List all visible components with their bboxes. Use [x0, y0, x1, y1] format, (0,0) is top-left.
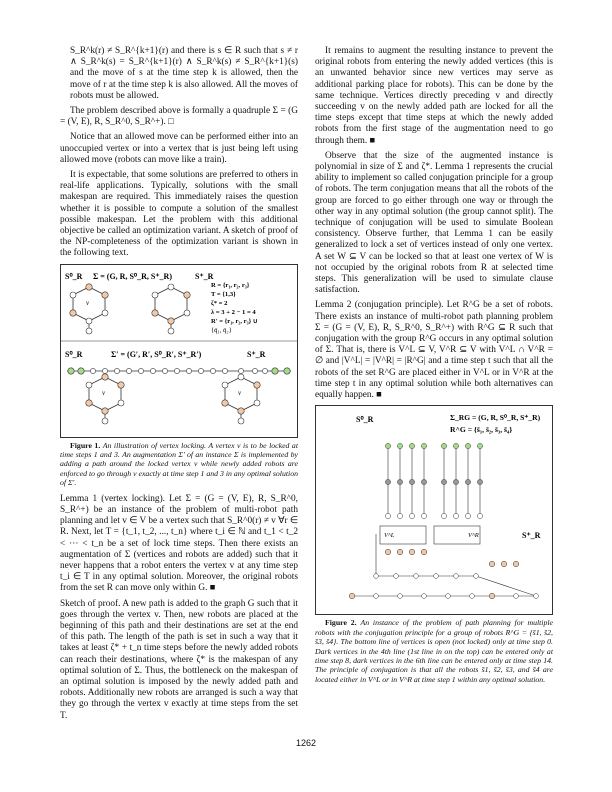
fig2-vl-label: V^L [384, 532, 395, 540]
definition-bullet-end: S_R^k(r) ≠ S_R^{k+1}(r) and there is s ∈ R such that s ≠ r ∧ S_R^k(s) = S_R^{k+1}(r) ∧ S_R^k(s) ≠ S_R^{k+1}(s) and the move of s at the time step k is allowed, then the move of r at the time step k is also allowed. All the moves of robots must be allowed. [70, 46, 298, 101]
fig1-info-3: λ = 3 + 2 − 1 = 4 [211, 308, 256, 316]
fig2-s0-label: S⁰_R [356, 415, 374, 425]
fig1-info-5: {q̄₁, q̄₂} [211, 326, 232, 334]
figure-2 [315, 405, 553, 615]
figure-2-graphic [316, 406, 552, 614]
fig1-splus-label: S⁺_R [195, 271, 214, 281]
figure-1-caption [60, 441, 298, 488]
fig1-info-1: T = {1,3} [211, 290, 236, 298]
fig1-sigma-label: Σ = (G, R, S⁰_R, S⁺_R) [93, 271, 172, 281]
sketch-of-proof: Sketch of proof. A new path is added to the graph G such that it goes through the vertex v. Then, new robots are placed at the beginning of this path and their destinations are set at the end of this path. The length of the path is set in such a way that it takes at least ζ* + t_n time steps before the newly added robots can reach their destinations, where ζ* is the makespan of any optimal solution of Σ. Thus, the bottleneck on the makespan of an optimal solution is imposed by the newly added path and robots. Additionally new robots are arranged is such a way that they go through the vertex v exactly at time steps from the set T. [60, 598, 298, 721]
paragraph-augment: It remains to augment the resulting instance to prevent the original robots from entering the newly added vertices (this is an unwanted behavior since new vertices may serve as additional parking place for robots). This can be done by the same technique. Vertices directly preceding v and directly succeeding v on the newly added path are locked for all the time steps except that time steps at which the newly added robots from the first stage of the augmentation need to go through them. ■ [315, 46, 553, 146]
fig1-info-4: R′ = {r₁, r₂, r₃} ∪ [211, 317, 258, 325]
figure-1-caption-text: An illustration of vertex locking. A vertex v is to be locked at time steps 1 and 3. An augmentation Σ' of an instance Σ is implemented by adding a path around the locked vertex v while newly added robots are enforced to go through v exactly at time step 1 and 3 in any optimal solution of Σ'. [60, 440, 298, 488]
figure-1 [60, 264, 298, 438]
fig1-splus-label-2: S⁺_R [247, 349, 266, 359]
right-column [315, 46, 553, 690]
figure-1-caption-label: Figure 1. [70, 440, 101, 450]
paragraph-allowed-move: Notice that an allowed move can be performed either into an unoccupied vertex or into a vertex that is just being left using allowed move (robots can move like a train). [60, 132, 298, 165]
figure-2-caption-text: An instance of the problem of path planning for multiple robots with the conjugation principle for a group of robots R^G = {s̄1, s̄2, s̄3, s̄4}. The bottom line of vertices is open (not locked) only at time step 0. Dark vertices in the 4th line (1st line in on the top) can be entered only at time step 8, dark vertices in the 6th line can be entered only at time step 14. The principle of conjugation is that all the robots s̄1, s̄2, s̄3, and s̄4 are located either in V^L or in V^R at time step 1 within any optimal solution. [315, 618, 553, 684]
fig1-v-label-3: v [238, 388, 242, 397]
lemma-2: Lemma 2 (conjugation principle). Let R^G be a set of robots. There exists an instance of multi-robot path planning problem Σ = (G = (V, E), R, S_R^0, S_R^+) with R^G ⊆ R such that conjugation with the group R^G occurs in any optimal solution of Σ. That is, there is V^L ⊆ V, V^R ⊆ V with V^L ∩ V^R = ∅ and |V^L| = |V^R| = |R^G| and a time step t such that all the robots of the set R^G are placed either in V^L or in V^R at the time step t in any optimal solution while both alternatives can equally happen. ■ [315, 300, 553, 401]
fig1-v-label: v [86, 298, 90, 307]
fig2-sigma-label: Σ_RG = (G, R, S⁰_R, S⁺_R) [450, 413, 541, 423]
left-column [60, 46, 298, 726]
figure-2-caption-label: Figure 2. [325, 618, 357, 628]
paragraph-optimization: It is expectable, that some solutions are preferred to others in real-life applications. Typically, solutions with the small makespan are required. This immediately raises the question whether it is possible to compute a solution of the smallest possible makespan. Let the problem with this additional objective be called an optimization variant. A sketch of proof of the NP-completeness of the optimization variant is shown in the following text. [60, 170, 298, 259]
fig2-vr-label: V^R [468, 532, 479, 540]
definition-summary: The problem described above is formally a quadruple Σ = (G = (V, E), R, S_R^0, S_R^+). □ [60, 106, 298, 128]
fig1-v-label-2: v [102, 388, 106, 397]
fig1-info-2: ζ* = 2 [211, 299, 228, 307]
fig1-s0-label-2: S⁰_R [65, 349, 83, 359]
fig2-rg-label: R^G = {s̄₁, s̄₂, s̄₃, s̄₄} [450, 425, 513, 435]
lemma-1: Lemma 1 (vertex locking). Let Σ = (G = (V, E), R, S_R^0, S_R^+) be an instance of the problem of multi-robot path planning and let v ∈ V be a vertex such that S_R^0(r) ≠ v ∀r ∈ R. Next, let T = {t_1, t_2, ..., t_n} where t_i ∈ ℕ and t_1 < t_2 < ··· < t_n be a set of lock time steps. Then there exists an augmentation of Σ (vertices and robots are added) such that it never happens that a robot enters the vertex v at any time step t_i ∈ T in any optimal solution. Moreover, the original robots from the set R can move only within G. ■ [60, 493, 298, 594]
fig1-info-0: R = {r₁, r₂, r₃} [211, 281, 250, 289]
fig1-s0-label: S⁰_R [65, 271, 83, 281]
paragraph-size: Observe that the size of the augmented instance is polynomial in size of Σ and ζ*. Lemma 1 represents the crucial ability to implement so called conjugation principle for a group of robots. The term conjugation means that all the robots of the group are forced to go either through one way or through the other way in any optimal solution (the group cannot split). The technique of conjugation will be used to simulate Boolean consistency. Observe further, that Lemma 1 can be easily generalized to lock a set of vertices instead of only one vertex. A set W ⊆ V can be locked so that at least one vertex of W is not occupied by the original robots from R at selected time steps. This generalization will be used to simulate clause satisfaction. [315, 150, 553, 296]
fig2-splus-label: S⁺_R [522, 531, 541, 541]
figure-2-caption [315, 618, 553, 684]
page-number: 1262 [295, 738, 317, 748]
figure-1-graphic [61, 265, 297, 437]
fig1-sigma-prime-label: Σ′ = (G′, R′, S⁰_R′, S⁺_R′) [111, 349, 202, 359]
